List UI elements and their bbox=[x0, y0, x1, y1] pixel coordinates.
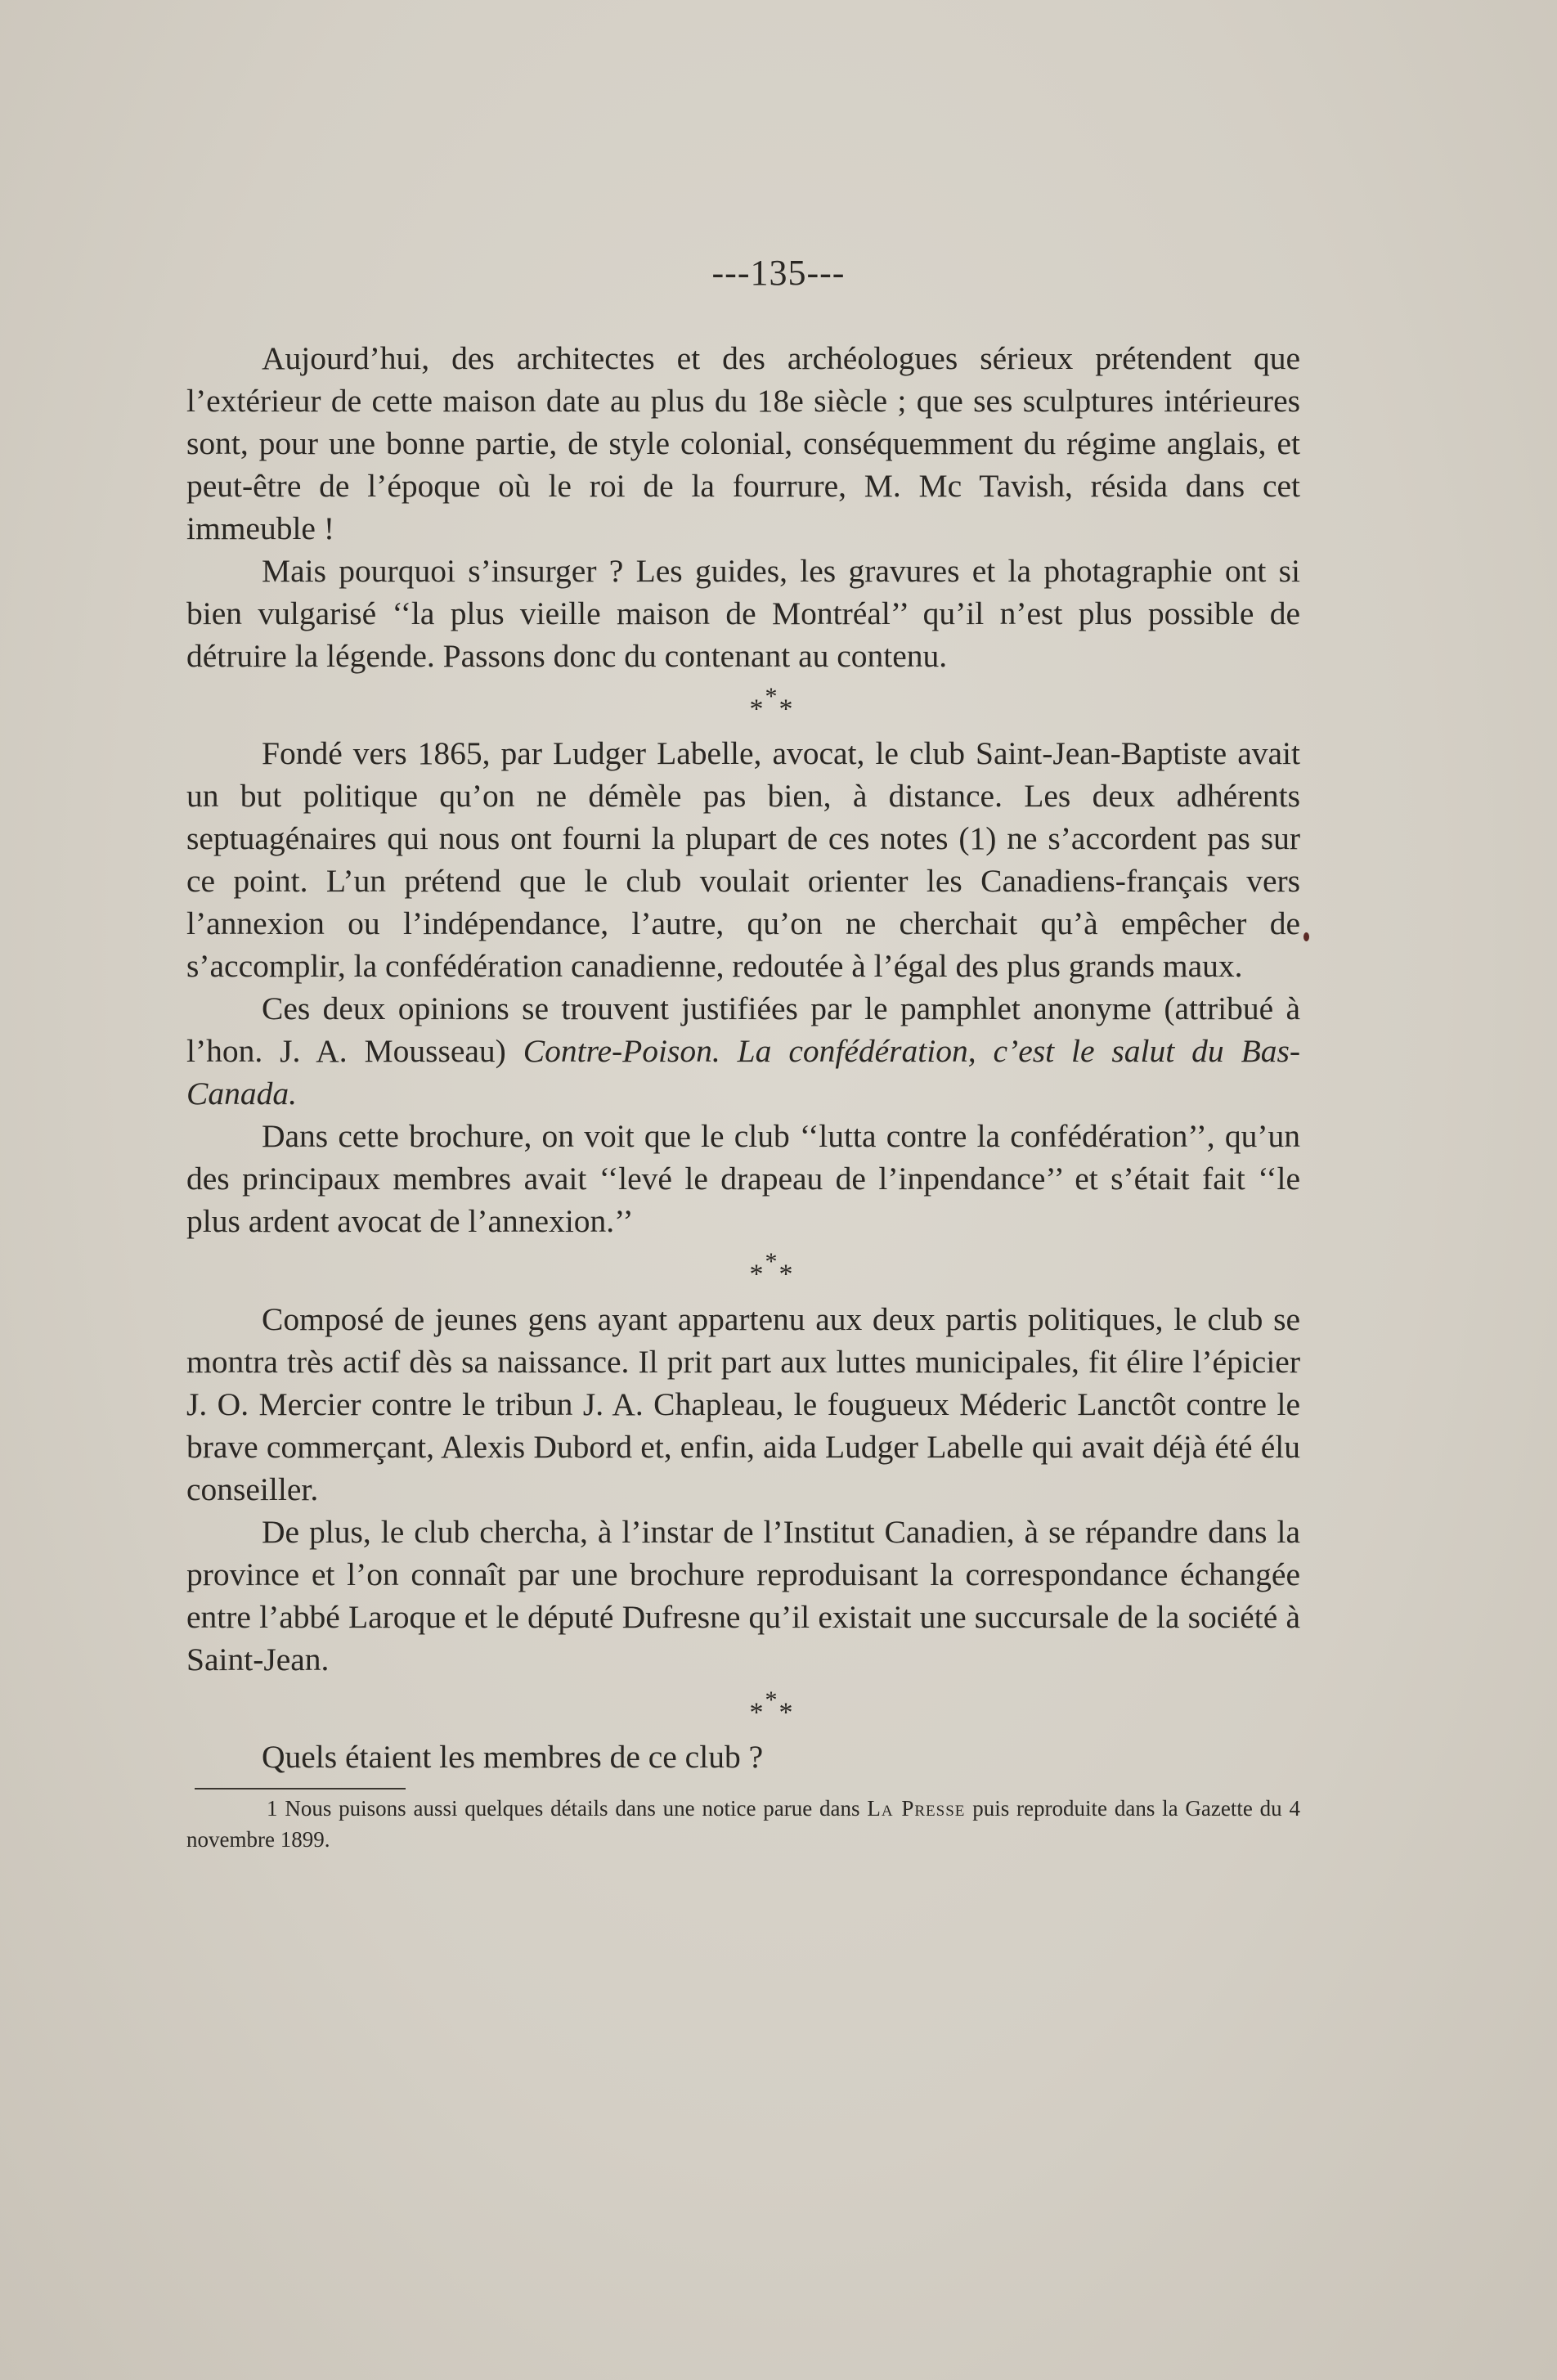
separator-star-left: * bbox=[749, 1696, 765, 1727]
separator-star-left: * bbox=[749, 694, 765, 725]
page-number: ---135--- bbox=[711, 253, 846, 293]
paragraph-maison-date: Aujourd’hui, des architectes et des archéologues sérieux prétendent que l’extérieur de cette maison date au plus du 18e siècle ; que ses sculptures intérieures sont, pour une bonne partie, de style colonial, conséquemment du régime anglais, et peut-être de l’époque où le roi de la fourrure, M. Mc Tavish, résida dans cet immeuble ! bbox=[186, 340, 1300, 546]
footnote bbox=[186, 1793, 1300, 1855]
paragraph-fondation-club bbox=[186, 732, 1300, 987]
section-separator bbox=[186, 1246, 1300, 1294]
paragraph-legende: Mais pourquoi s’insurger ? Les guides, les gravures et la photagraphie ont si bien vulgarisé ‘‘la plus vieille maison de Montréal’’ qu’il n’est plus possible de détruire la légende. Passons donc du contenant au contenu. bbox=[186, 553, 1300, 674]
separator-star-top: * bbox=[765, 1248, 779, 1276]
paper-speck bbox=[1303, 932, 1309, 941]
footnote-reference: (1) bbox=[958, 820, 997, 857]
section-separator bbox=[186, 680, 1300, 729]
body-text bbox=[186, 337, 1300, 1855]
footnote-text-a: Nous puisons aussi quelques détails dans une notice parue dans bbox=[277, 1795, 868, 1821]
paragraph-pamphlet-text: Ces deux opinions se trouvent justifiées par le pamphlet anonyme (attribué à l’hon. J. A. Mousseau) bbox=[186, 990, 1300, 1070]
footnote-rule bbox=[195, 1788, 406, 1789]
paragraph-jeunes-gens: Composé de jeunes gens ayant appartenu aux deux partis politiques, le club se montra très actif dès sa naissance. Il prit part aux luttes municipales, fit élire l’épicier J. O. Mercier contre le tribun J. A. Chapleau, le fougueux Méderic Lanctôt contre le brave commerçant, Alexis Dubord et, enfin, aida Ludger Labelle qui avait déjà été élu conseiller. bbox=[186, 1300, 1300, 1507]
footnote-number: 1 bbox=[267, 1795, 278, 1821]
separator-star-top: * bbox=[765, 1686, 779, 1713]
paragraph-fondation-text-a: Fondé vers 1865, par Ludger Labelle, avocat, le club Saint-Jean-Baptiste avait un but politique qu’on ne démèle pas bien, à distance. Les deux adhérents septuagénaires qui nous ont fourni la plupart de ces notes bbox=[186, 735, 1300, 857]
footnote-text-b: puis reproduite dans la Gazette du 4 novembre 1899. bbox=[186, 1795, 1301, 1852]
section-separator bbox=[186, 1684, 1300, 1732]
paragraph-brochure: Dans cette brochure, on voit que le club ‘‘lutta contre la confédération’’, qu’un des principaux membres avait ‘‘levé le drapeau de l’inpendance’’ et s’était fait ‘‘le plus ardent avocat de l’annexion.’’ bbox=[186, 1118, 1300, 1240]
separator-star-right: * bbox=[778, 694, 795, 725]
separator-star-top: * bbox=[765, 683, 779, 710]
paragraph-fondation-text-b: ne s’accordent pas sur ce point. L’un prétend que le club voulait orienter les Canadiens-français vers l’annexion ou l’indépendance, l’autre, qu’on ne cherchait qu’à empêcher de s’accomplir, la confédération canadienne, redoutée à l’égal des plus grands maux. bbox=[186, 820, 1300, 985]
paragraph-question-membres: Quels étaient les membres de ce club ? bbox=[262, 1738, 764, 1775]
separator-star-right: * bbox=[778, 1259, 795, 1290]
paragraph-succursale: De plus, le club chercha, à l’instar de l’Institut Canadien, à se répandre dans la province et l’on connaît par une brochure reproduisant la correspondance échangée entre l’abbé Laroque et le député Dufresne qu’il existait une succursale de la société à Saint-Jean. bbox=[186, 1513, 1300, 1677]
pamphlet-title: Contre-Poison. La confédération, c’est le salut du Bas-Canada. bbox=[186, 1033, 1300, 1112]
separator-star-right: * bbox=[778, 1696, 795, 1727]
separator-star-left: * bbox=[749, 1259, 765, 1290]
paragraph-pamphlet bbox=[186, 987, 1300, 1115]
footnote-newspaper: La Presse bbox=[867, 1795, 966, 1821]
